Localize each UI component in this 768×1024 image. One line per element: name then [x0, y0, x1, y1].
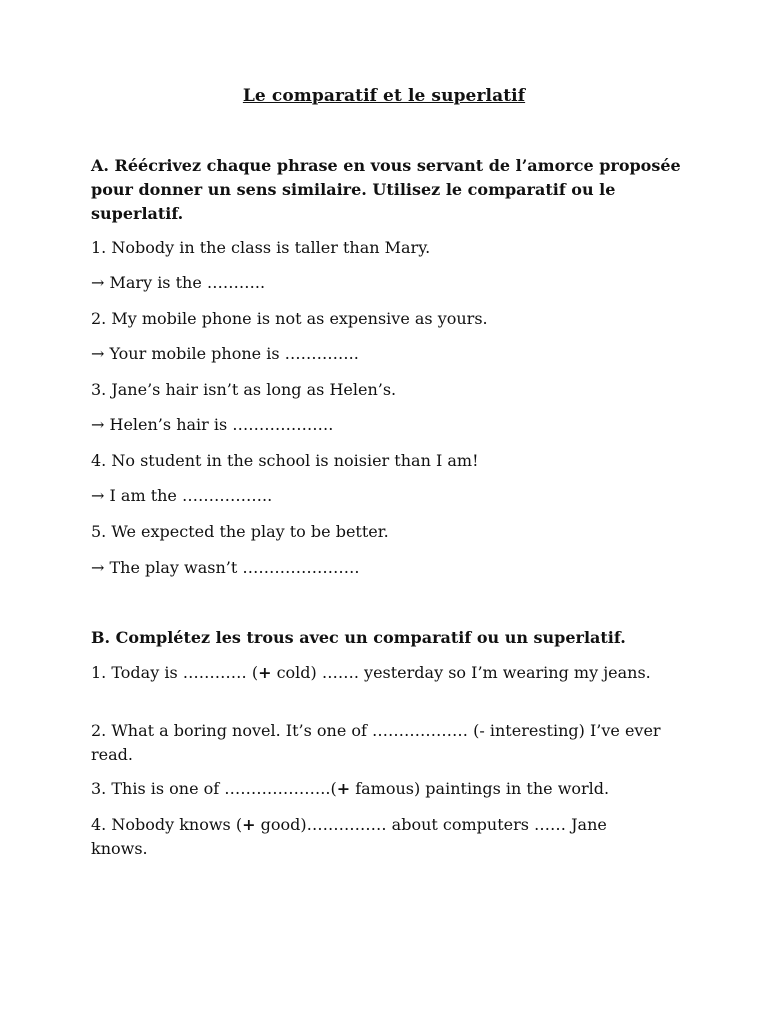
exercise-a-answer-5: → The play wasn’t ………………….	[91, 558, 360, 577]
exercise-a-answer-2: → Your mobile phone is …………..	[91, 344, 359, 363]
exercise-a-sentence-2: 2. My mobile phone is not as expensive as yours.	[91, 309, 488, 328]
section-b-heading: B. Complétez les trous avec un comparatif ou un superlatif.	[91, 628, 626, 647]
exercise-a-sentence-1: 1. Nobody in the class is taller than Mary.	[91, 238, 431, 257]
plus-sign: +	[336, 779, 351, 798]
exercise-a-sentence-4: 4. No student in the school is noisier than I am!	[91, 451, 479, 470]
open-paren: (	[251, 663, 259, 682]
plus-sign: +	[258, 663, 272, 682]
exercise-b-item-4-end: good)…………… about computers …… Jane knows.	[91, 815, 607, 858]
plus-sign: +	[242, 815, 256, 834]
exercise-a-sentence-3: 3. Jane’s hair isn’t as long as Helen’s.	[91, 380, 397, 399]
exercise-b-item-4	[91, 813, 666, 861]
section-a-heading: A. Réécrivez chaque phrase en vous servant de l’amorce proposée pour donner un sens similaire. Utilisez le comparatif ou le superlatif.	[91, 156, 681, 223]
exercise-b-item-1	[91, 661, 661, 685]
exercise-b-item-1-end: cold) ……. yesterday so I’m wearing my jeans.	[271, 663, 651, 682]
exercise-b-item-3-start: 3. This is one of ………………..(	[91, 779, 337, 798]
exercise-b-item-2: 2. What a boring novel. It’s one of ……………… (- interesting) I’ve ever read.	[91, 721, 661, 764]
exercise-b-item-3-end: famous) paintings in the world.	[350, 779, 610, 798]
exercise-a-sentence-5: 5. We expected the play to be better.	[91, 522, 389, 541]
exercise-a-answer-4: → I am the ……………..	[91, 486, 273, 505]
exercise-a-answer-3: → Helen’s hair is ……………….	[91, 415, 334, 434]
exercise-b-item-4-start: 4. Nobody knows (	[91, 815, 243, 834]
exercise-b-item-3	[91, 777, 691, 801]
page-title: Le comparatif et le superlatif	[242, 86, 526, 106]
exercise-b-item-1-start: 1. Today is …………	[91, 663, 252, 682]
exercise-a-answer-1: → Mary is the ………..	[91, 273, 266, 292]
